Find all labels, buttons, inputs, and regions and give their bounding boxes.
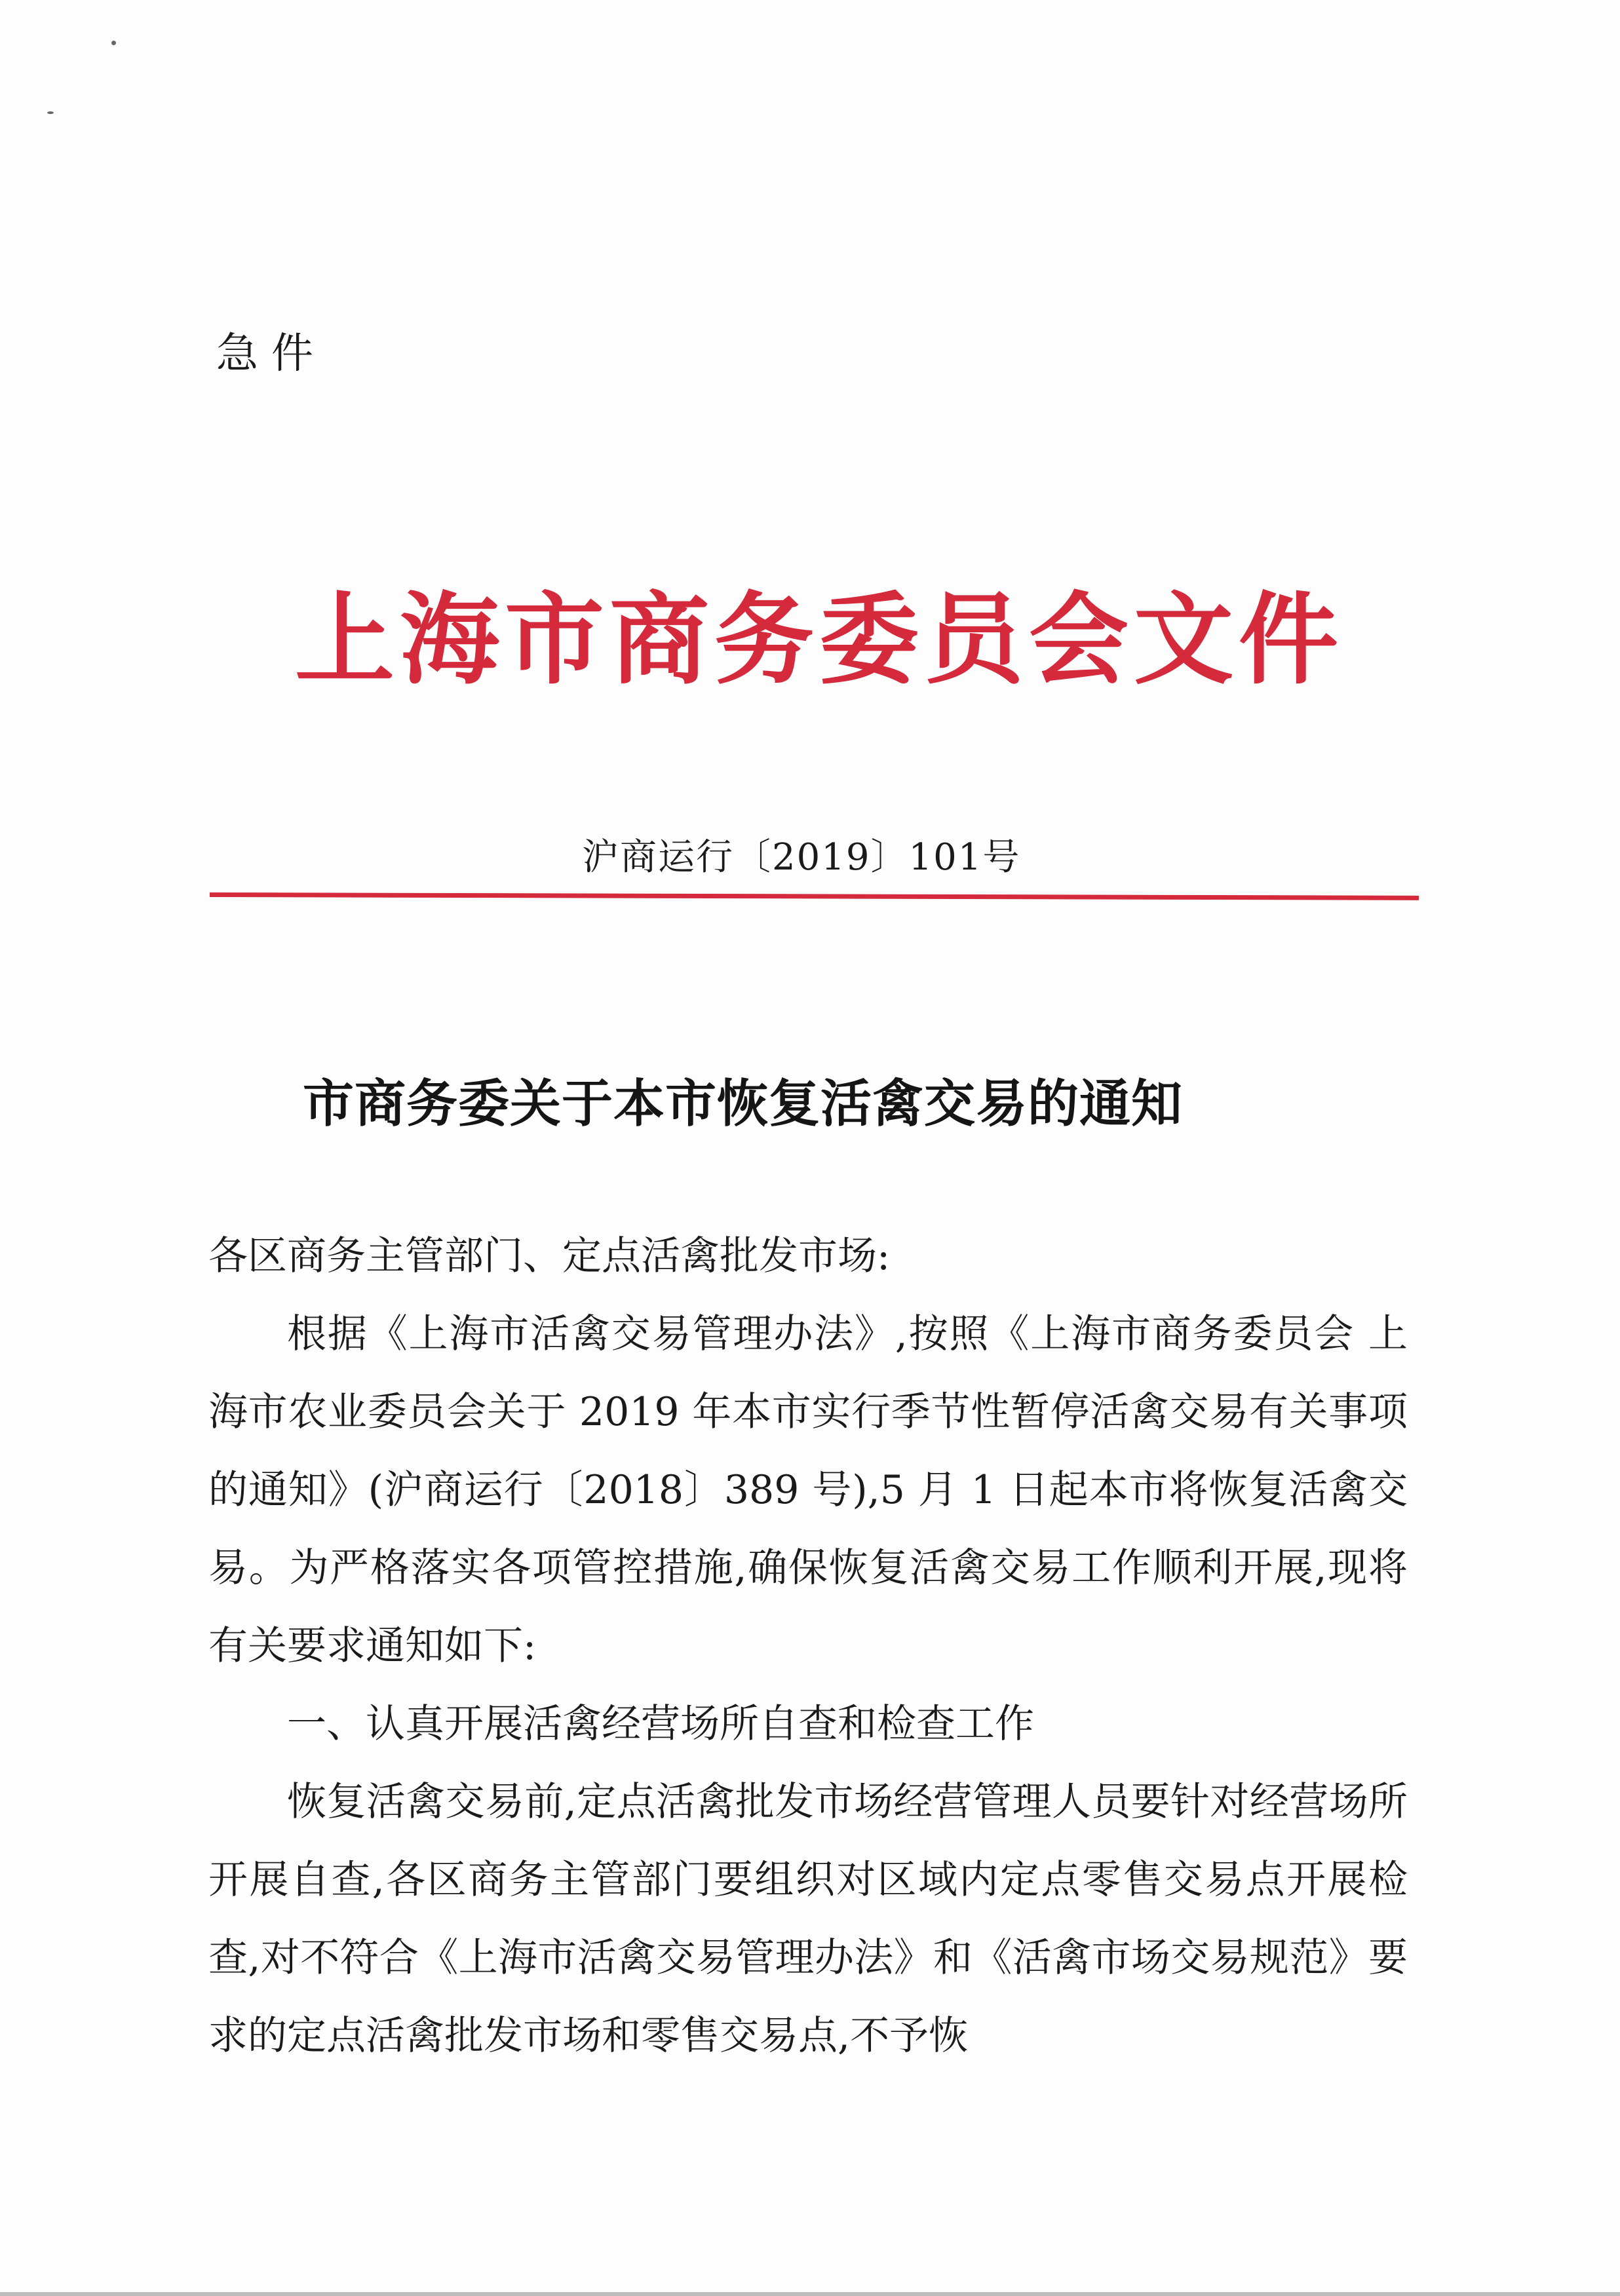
masthead-title: 上海市商务委员会文件 <box>295 581 1343 698</box>
notice-title: 市商务委关于本市恢复活禽交易的通知 <box>303 1074 1184 1134</box>
document-number: 沪商运行〔2019〕101号 <box>582 836 1021 879</box>
red-separator-line <box>210 892 1419 900</box>
section-paragraph: 恢复活禽交易前,定点活禽批发市场经营管理人员要针对经营场所开展自查,各区商务主管部门要组织对区域内定点零售交易点开展检查,对不符合《上海市活禽交易管理办法》和《活禽市场交易规范》要求的定点活禽批发市场和零售交易点,不予恢 <box>208 1779 1408 2059</box>
intro-paragraph: 根据《上海市活禽交易管理办法》,按照《上海市商务委员会 上海市农业委员会关于 2019 年本市实行季节性暂停活禽交易有关事项的通知》(沪商运行〔2018〕389 号),5 月 1 日起本市将恢复活禽交易。为严格落实各项管控措施,确保恢复活禽交易工作顺利开展,现将有关要求通知如下: <box>208 1311 1408 1669</box>
scan-speck <box>47 111 54 114</box>
scan-bottom-edge <box>0 2292 1620 2296</box>
notice-body <box>208 1217 1408 2075</box>
scan-speck <box>111 41 116 45</box>
addressee-line: 各区商务主管部门、定点活禽批发市场: <box>208 1233 891 1279</box>
section-heading: 一、认真开展活禽经营场所自查和检查工作 <box>287 1701 1034 1747</box>
urgency-label: 急件 <box>216 330 326 378</box>
